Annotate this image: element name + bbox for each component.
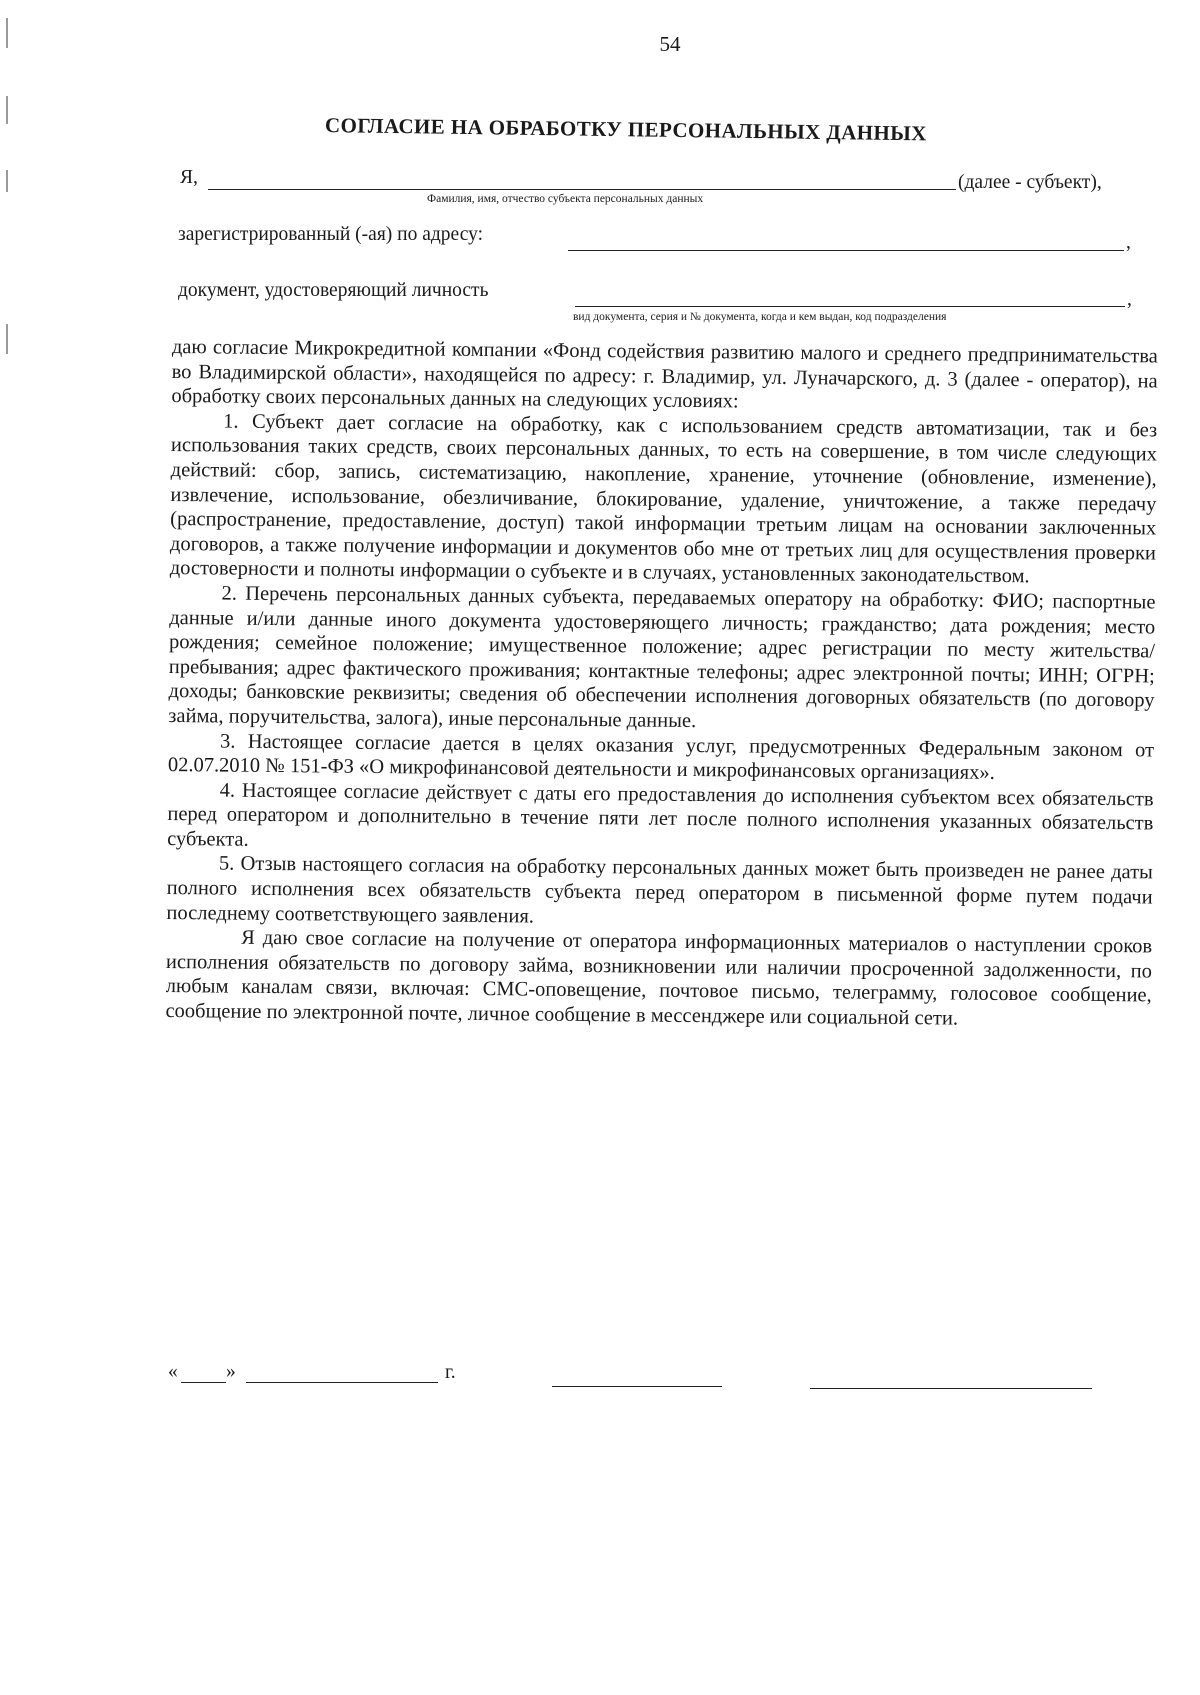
signature-name-field[interactable] xyxy=(810,1388,1092,1389)
notification-consent: Я даю свое согласие на получение от оператора информационных материалов о наступлении сроков исполнения обязательств по договору займа, возникновении или наличии просроченной задолженности, по любым каналам связи, включая: СМС-оповещение, почтовое письмо, телеграмму, голосовое сообщение, сообщение по электронной почте, личное сообщение в мессенджере или социальной сети. xyxy=(165,926,1153,1030)
date-open-quote: « xyxy=(168,1361,178,1382)
clause-4: 4. Настоящее согласие действует с даты его предоставления до исполнения субъектом всех обязательств перед оператором и дополнительно в течение пяти лет после полного исполнения указанных обязательств субъекта. xyxy=(167,779,1154,851)
consent-body xyxy=(165,335,1158,1033)
address-suffix: , xyxy=(1126,232,1131,253)
document-label: документ, удостоверяющий личность xyxy=(178,280,489,301)
intro-paragraph: даю согласие Микрокредитной компании «Фонд содействия развитию малого и среднего предпринимательства во Владимирской области», находящейся по адресу: г. Владимир, ул. Луначарского, д. 3 (далее - оператор), на обработку своих персональных данных на следующих условиях: xyxy=(171,335,1158,413)
scan-mark xyxy=(6,324,8,354)
clause-5: 5. Отзыв настоящего согласия на обработку персональных данных может быть произведен не ранее даты полного исполнения всех обязательств субъекта перед оператором в письменной форме путем подачи последнему соответствующего заявления. xyxy=(166,852,1153,928)
scan-mark xyxy=(6,170,8,192)
document-caption: вид документа, серия и № документа, когда и кем выдан, код подразделения xyxy=(573,311,947,323)
date-day-field[interactable] xyxy=(181,1382,226,1383)
clause-3: 3. Настоящее согласие дается в целях оказания услуг, предусмотренных Федеральным законом от 02.07.2010 № 151-ФЗ «О микрофинансовой деятельности и микрофинансовых организациях». xyxy=(167,729,1155,785)
address-field[interactable] xyxy=(568,250,1124,251)
clause-1: 1. Субъект дает согласие на обработку, как с использованием средств автоматизации, так и без использования таких средств, своих персональных данных, то есть на совершение, в том числе следующих действий: сбор, запись, систематизацию, накопление, хранение, уточнение (обновление, изменение), извлечение, использование, обезличивание, блокирование, удаление, уничтожение, а также передачу (распространение, предоставление, доступ) такой информации третьим лицам на основании заключенных договоров, а также получение информации и документов обо мне от третьих лиц для осуществления проверки достоверности и полноты информации о субъекте и в случаях, установленных законодательством. xyxy=(169,410,1158,588)
date-close-quote: » xyxy=(226,1361,236,1382)
scan-mark xyxy=(6,96,8,124)
clause-2: 2. Перечень персональных данных субъекта, передаваемых оператору на обработку: ФИО; паспортные данные и/или данные иного документа удостоверяющего личность; гражданство; дата рождения; место рождения; семейное положение; имущественное положение; адрес регистрации по месту жительства/пребывания; адрес фактического проживания; контактные телефоны; адрес электронной почты; ИНН; ОГРН; доходы; банковские реквизиты; сведения об обеспечении исполнения договорных обязательств (по договору займа, поручительства, залога), иные персональные данные. xyxy=(168,582,1156,732)
subject-name-field[interactable] xyxy=(208,189,956,190)
subject-suffix: (далее - субъект), xyxy=(958,172,1102,193)
date-month-field[interactable] xyxy=(246,1382,438,1383)
subject-name-caption: Фамилия, имя, отчество субъекта персональных данных xyxy=(427,193,704,205)
address-label: зарегистрированный (-ая) по адресу: xyxy=(178,224,484,245)
subject-prefix: Я, xyxy=(180,167,198,188)
document-field[interactable] xyxy=(575,306,1125,307)
year-suffix: г. xyxy=(445,1362,456,1383)
document-title: СОГЛАСИЕ НА ОБРАБОТКУ ПЕРСОНАЛЬНЫХ ДАННЫХ xyxy=(324,113,927,146)
document-suffix: , xyxy=(1127,289,1132,310)
page-number: 54 xyxy=(659,32,681,56)
signature-field[interactable] xyxy=(552,1386,722,1387)
